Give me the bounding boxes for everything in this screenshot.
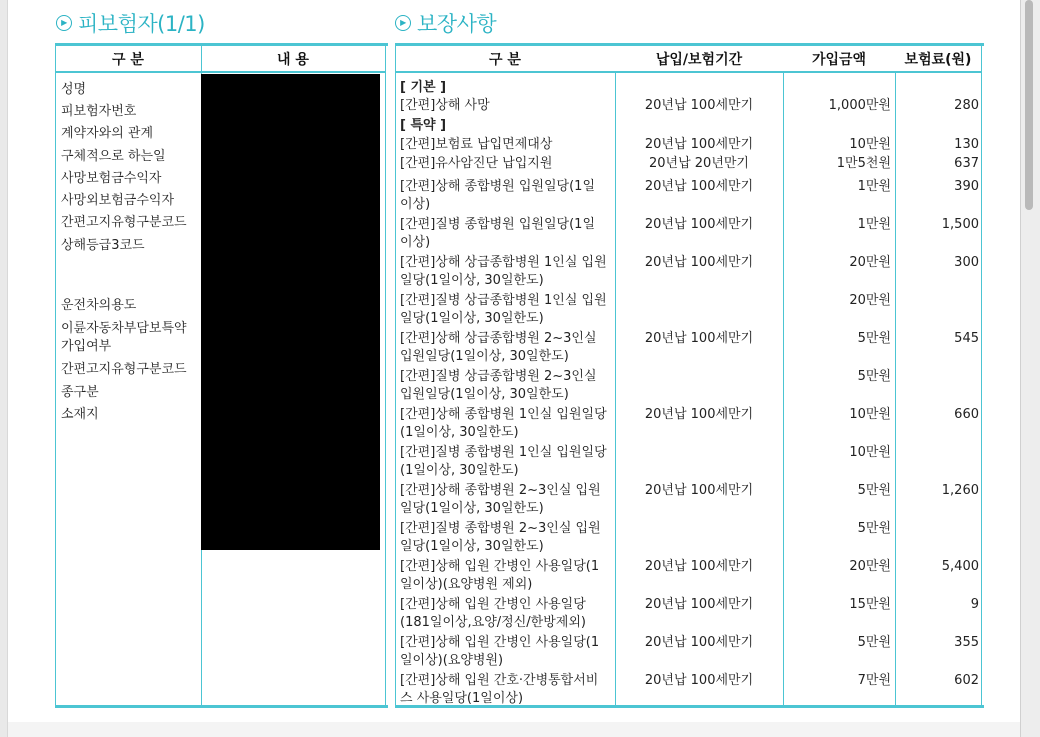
coverage-item-amount: 5만원 [857, 521, 891, 536]
coverage-item-period: 20년납 100세만기 [644, 407, 754, 422]
coverage-item-premium: 5,400 [941, 559, 979, 574]
coverage-item-name: [간편]상해 종합병원 1인실 입원일당 [400, 407, 607, 422]
coverage-item-name: [간편]질병 종합병원 2~3인실 입원 [400, 521, 601, 536]
coverage-item-name: [간편]상해 상급종합병원 2~3인실 [400, 331, 597, 346]
insured-label: 계약자와의 관계 [61, 126, 154, 141]
coverage-item-amount: 1만원 [857, 179, 891, 194]
coverage-header-category: 구 분 [395, 46, 615, 73]
insured-header-content: 내 용 [201, 46, 385, 73]
coverage-item-period: 20년납 100세만기 [644, 559, 754, 574]
coverage-item-name: [간편]상해 사망 [400, 98, 490, 113]
coverage-item-name: [간편]질병 종합병원 입원일당(1일 [400, 217, 596, 232]
coverage-item-period: 20년납 100세만기 [644, 331, 754, 346]
coverage-item-premium: 390 [954, 179, 979, 194]
coverage-item-amount: 10만원 [849, 445, 891, 460]
insured-title-text: 피보험자(1/1) [78, 12, 205, 36]
coverage-item-premium: 637 [954, 156, 979, 171]
coverage-item-name: 일이상)(요양병원 제외) [400, 577, 533, 592]
redacted-content-block [201, 74, 380, 550]
coverage-item-premium: 660 [954, 407, 979, 422]
insured-label: 운전차의용도 [61, 298, 137, 313]
insured-table [55, 43, 388, 708]
coverage-table [395, 43, 984, 708]
coverage-item-amount: 5만원 [857, 483, 891, 498]
insured-label: 가입여부 [61, 339, 112, 354]
coverage-item-name: [간편]보험료 납입면제대상 [400, 137, 553, 152]
coverage-header-premium: 보험료(원) [895, 46, 981, 73]
coverage-item-amount: 1만원 [857, 217, 891, 232]
coverage-item-name: 일당(1일이상, 30일한도) [400, 501, 544, 516]
coverage-item-premium: 355 [954, 635, 979, 650]
insured-label: 사망보험금수익자 [61, 171, 162, 186]
insured-label: 사망외보험금수익자 [61, 193, 175, 208]
circle-arrow-icon: ▶ [56, 15, 72, 31]
coverage-item-amount: 7만원 [857, 673, 891, 688]
coverage-item-name: [간편]상해 상급종합병원 1인실 입원 [400, 255, 607, 270]
insured-label: 상해등급3코드 [61, 238, 145, 253]
coverage-item-amount: 20만원 [849, 559, 891, 574]
coverage-item-amount: 1만5천원 [836, 156, 891, 171]
coverage-item-name: [ 특약 ] [400, 118, 447, 133]
insured-label: 소재지 [61, 407, 99, 422]
coverage-item-name: [ 기본 ] [400, 80, 447, 95]
coverage-item-period: 20년납 100세만기 [644, 635, 754, 650]
coverage-left-border [395, 46, 396, 705]
insured-label: 간편고지유형구분코드 [61, 362, 187, 377]
insured-label: 피보험자번호 [61, 104, 137, 119]
coverage-item-premium: 300 [954, 255, 979, 270]
coverage-item-name: [간편]질병 상급종합병원 2~3인실 [400, 369, 597, 384]
window-left-edge [0, 0, 8, 737]
coverage-item-amount: 10만원 [849, 137, 891, 152]
coverage-item-period: 20년납 100세만기 [644, 483, 754, 498]
coverage-item-amount: 20만원 [849, 255, 891, 270]
coverage-item-period: 20년납 100세만기 [644, 255, 754, 270]
coverage-item-premium: 130 [954, 137, 979, 152]
coverage-item-name: [간편]상해 종합병원 입원일당(1일 [400, 179, 596, 194]
coverage-item-name: (1일이상, 30일한도) [400, 463, 519, 478]
coverage-item-premium: 9 [970, 597, 979, 612]
insured-label: 종구분 [61, 385, 99, 400]
coverage-item-name: [간편]질병 상급종합병원 1인실 입원 [400, 293, 607, 308]
coverage-item-premium: 1,500 [941, 217, 979, 232]
coverage-item-name: 이상) [400, 197, 431, 212]
coverage-header-amount: 가입금액 [783, 46, 895, 73]
coverage-item-amount: 20만원 [849, 293, 891, 308]
coverage-item-name: [간편]상해 종합병원 2~3인실 입원 [400, 483, 601, 498]
coverage-item-premium: 280 [954, 98, 979, 113]
insured-header-category: 구 분 [55, 46, 201, 73]
insured-right-border [385, 46, 386, 705]
coverage-title-text: 보장사항 [417, 12, 497, 36]
coverage-item-name: 일당(1일이상, 30일한도) [400, 539, 544, 554]
coverage-section-title [395, 8, 496, 38]
coverage-right-border [981, 46, 982, 705]
circle-arrow-icon: ▶ [395, 15, 411, 31]
coverage-item-amount: 5만원 [857, 369, 891, 384]
coverage-item-period: 20년납 100세만기 [644, 98, 754, 113]
coverage-item-name: [간편]상해 입원 간병인 사용일당(1 [400, 635, 600, 650]
insured-left-border [55, 46, 56, 705]
coverage-item-period: 20년납 100세만기 [644, 137, 754, 152]
coverage-item-name: (181일이상,요양/정신/한방제외) [400, 615, 586, 630]
coverage-item-period: 20년납 20년만기 [648, 156, 749, 171]
insured-label: 이륜자동차부담보특약 [61, 321, 187, 336]
coverage-item-name: 입원일당(1일이상, 30일한도) [400, 349, 569, 364]
coverage-item-period: 20년납 100세만기 [644, 179, 754, 194]
coverage-item-name: 일당(1일이상, 30일한도) [400, 273, 544, 288]
coverage-item-amount: 5만원 [857, 331, 891, 346]
coverage-item-name: [간편]질병 종합병원 1인실 입원일당 [400, 445, 607, 460]
coverage-item-name: 스 사용일당(1일이상) [400, 691, 524, 706]
coverage-item-period: 20년납 100세만기 [644, 597, 754, 612]
coverage-item-amount: 5만원 [857, 635, 891, 650]
insured-label: 성명 [61, 82, 87, 97]
coverage-item-period: 20년납 100세만기 [644, 673, 754, 688]
coverage-item-name: 일이상)(요양병원) [400, 653, 504, 668]
page-bottom-margin [8, 722, 1020, 737]
scrollbar-thumb[interactable] [1025, 0, 1033, 210]
coverage-item-name: [간편]유사암진단 납입지원 [400, 156, 553, 171]
coverage-header-period: 납입/보험기간 [615, 46, 783, 73]
coverage-item-name: [간편]상해 입원 간병인 사용일당 [400, 597, 586, 612]
insured-label: 간편고지유형구분코드 [61, 215, 187, 230]
coverage-item-premium: 602 [954, 673, 979, 688]
coverage-item-name: (1일이상, 30일한도) [400, 425, 519, 440]
coverage-item-period: 20년납 100세만기 [644, 217, 754, 232]
coverage-item-premium: 1,260 [941, 483, 979, 498]
coverage-item-amount: 15만원 [849, 597, 891, 612]
insured-label: 구체적으로 하는일 [61, 149, 166, 164]
coverage-item-name: [간편]상해 입원 간호·간병통합서비 [400, 673, 599, 688]
coverage-item-name: 입원일당(1일이상, 30일한도) [400, 387, 569, 402]
coverage-item-name: [간편]상해 입원 간병인 사용일당(1 [400, 559, 600, 574]
coverage-item-premium: 545 [954, 331, 979, 346]
coverage-item-name: 이상) [400, 235, 431, 250]
coverage-item-amount: 10만원 [849, 407, 891, 422]
insured-section-title [56, 8, 205, 38]
coverage-item-amount: 1,000만원 [828, 98, 891, 113]
coverage-item-name: 일당(1일이상, 30일한도) [400, 311, 544, 326]
